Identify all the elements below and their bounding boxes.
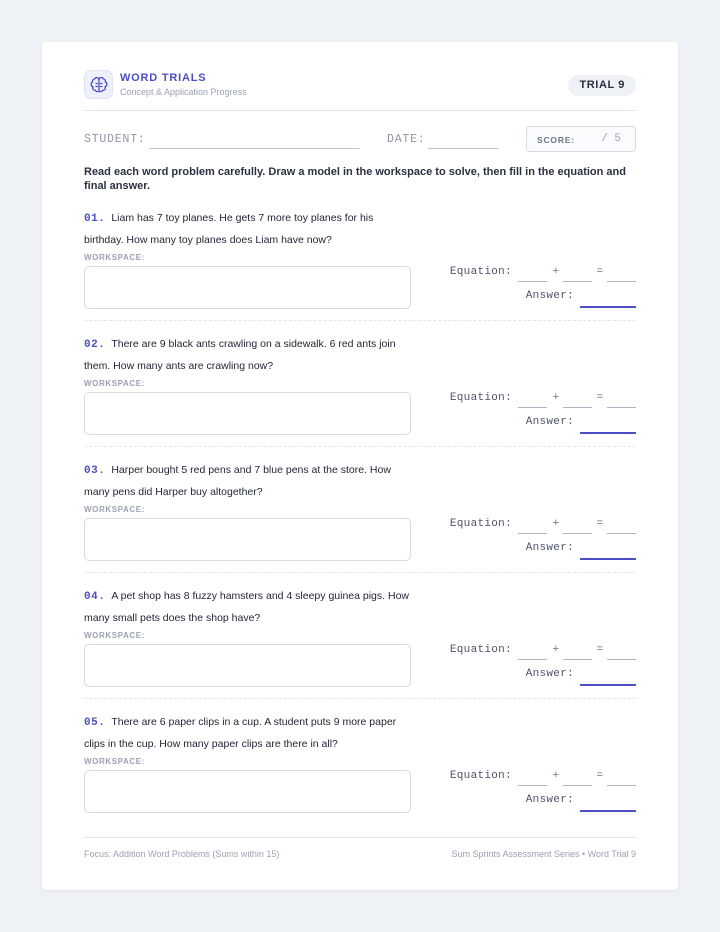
plus-sign: + (552, 265, 559, 277)
student-name-field[interactable] (149, 148, 360, 149)
equals-sign: = (596, 391, 603, 403)
problem-1 (84, 208, 636, 334)
workspace-box[interactable] (84, 644, 411, 687)
workspace-label: WORKSPACE: (84, 757, 145, 766)
addend-1-blank[interactable] (518, 533, 547, 534)
problem-number: 04. (84, 591, 106, 603)
student-label: STUDENT: (84, 133, 146, 146)
date-field[interactable] (428, 148, 498, 149)
score-label: SCORE: (537, 135, 575, 145)
addend-2-blank[interactable] (563, 407, 592, 408)
sum-blank[interactable] (607, 785, 636, 786)
equation-label: Equation: (449, 770, 512, 782)
problem-3 (84, 460, 636, 586)
problem-prompt (84, 586, 414, 629)
problem-text: There are 9 black ants crawling on a sidewalk. 6 red ants join them. How many ants are crawling now? (84, 338, 396, 372)
trial-badge: TRIAL 9 (568, 75, 636, 96)
equation-label: Equation: (449, 518, 512, 530)
instructions: Read each word problem carefully. Draw a model in the workspace to solve, then fill in the equation and final answer. (84, 166, 626, 192)
worksheet-page (42, 42, 678, 890)
workspace-label: WORKSPACE: (84, 505, 145, 514)
worksheet-subtitle: Concept & Application Progress (120, 87, 247, 97)
addend-2-blank[interactable] (563, 533, 592, 534)
problem-number: 01. (84, 213, 106, 225)
answer-label: Answer: (525, 290, 574, 302)
answer-label: Answer: (525, 668, 574, 680)
problem-separator (84, 572, 636, 573)
plus-sign: + (552, 643, 559, 655)
footer-focus: Focus: Addition Word Problems (Sums within 15) (84, 849, 280, 859)
answer-field[interactable] (580, 684, 636, 686)
workspace-box[interactable] (84, 266, 411, 309)
footer-divider (84, 837, 636, 838)
sum-blank[interactable] (607, 281, 636, 282)
plus-sign: + (552, 769, 559, 781)
worksheet-header (84, 70, 636, 110)
problem-5 (84, 712, 636, 838)
equation-label: Equation: (449, 392, 512, 404)
problem-text: A pet shop has 8 fuzzy hamsters and 4 sleepy guinea pigs. How many small pets does the shop have? (84, 590, 409, 624)
addend-1-blank[interactable] (518, 407, 547, 408)
answer-label: Answer: (525, 794, 574, 806)
problem-separator (84, 446, 636, 447)
footer-series: Sum Sprints Assessment Series • Word Trial 9 (451, 849, 636, 859)
addend-2-blank[interactable] (563, 785, 592, 786)
problem-prompt (84, 208, 414, 251)
problem-number: 05. (84, 717, 106, 729)
sum-blank[interactable] (607, 533, 636, 534)
plus-sign: + (552, 517, 559, 529)
workspace-box[interactable] (84, 392, 411, 435)
equals-sign: = (596, 265, 603, 277)
workspace-label: WORKSPACE: (84, 379, 145, 388)
workspace-label: WORKSPACE: (84, 631, 145, 640)
problem-text: There are 6 paper clips in a cup. A student puts 9 more paper clips in the cup. How many paper clips are there in all? (84, 716, 397, 750)
brain-icon (84, 70, 113, 99)
problem-number: 03. (84, 465, 106, 477)
answer-field[interactable] (580, 558, 636, 560)
answer-label: Answer: (525, 416, 574, 428)
problem-prompt (84, 460, 414, 503)
workspace-label: WORKSPACE: (84, 253, 145, 262)
answer-label: Answer: (525, 542, 574, 554)
problem-4 (84, 586, 636, 712)
equals-sign: = (596, 769, 603, 781)
problem-separator (84, 698, 636, 699)
worksheet-footer (84, 849, 636, 859)
addend-1-blank[interactable] (518, 281, 547, 282)
equals-sign: = (596, 643, 603, 655)
problem-2 (84, 334, 636, 460)
problem-text: Harper bought 5 red pens and 7 blue pens at the store. How many pens did Harper buy altogether? (84, 464, 391, 498)
answer-field[interactable] (580, 432, 636, 434)
date-label: DATE: (387, 133, 426, 146)
equation-label: Equation: (449, 644, 512, 656)
score-value: / 5 (601, 133, 621, 145)
worksheet-title: WORD TRIALS (120, 72, 207, 84)
problem-prompt (84, 334, 414, 377)
score-box[interactable] (526, 126, 636, 152)
equals-sign: = (596, 517, 603, 529)
addend-2-blank[interactable] (563, 659, 592, 660)
problem-prompt (84, 712, 414, 755)
addend-1-blank[interactable] (518, 785, 547, 786)
workspace-box[interactable] (84, 518, 411, 561)
workspace-box[interactable] (84, 770, 411, 813)
addend-1-blank[interactable] (518, 659, 547, 660)
sum-blank[interactable] (607, 407, 636, 408)
student-info-row (84, 126, 636, 152)
problem-text: Liam has 7 toy planes. He gets 7 more toy planes for his birthday. How many toy planes does Liam have now? (84, 212, 374, 246)
addend-2-blank[interactable] (563, 281, 592, 282)
answer-field[interactable] (580, 810, 636, 812)
problem-number: 02. (84, 339, 106, 351)
equation-label: Equation: (449, 266, 512, 278)
plus-sign: + (552, 391, 559, 403)
problem-separator (84, 320, 636, 321)
sum-blank[interactable] (607, 659, 636, 660)
answer-field[interactable] (580, 306, 636, 308)
header-divider (84, 110, 636, 111)
